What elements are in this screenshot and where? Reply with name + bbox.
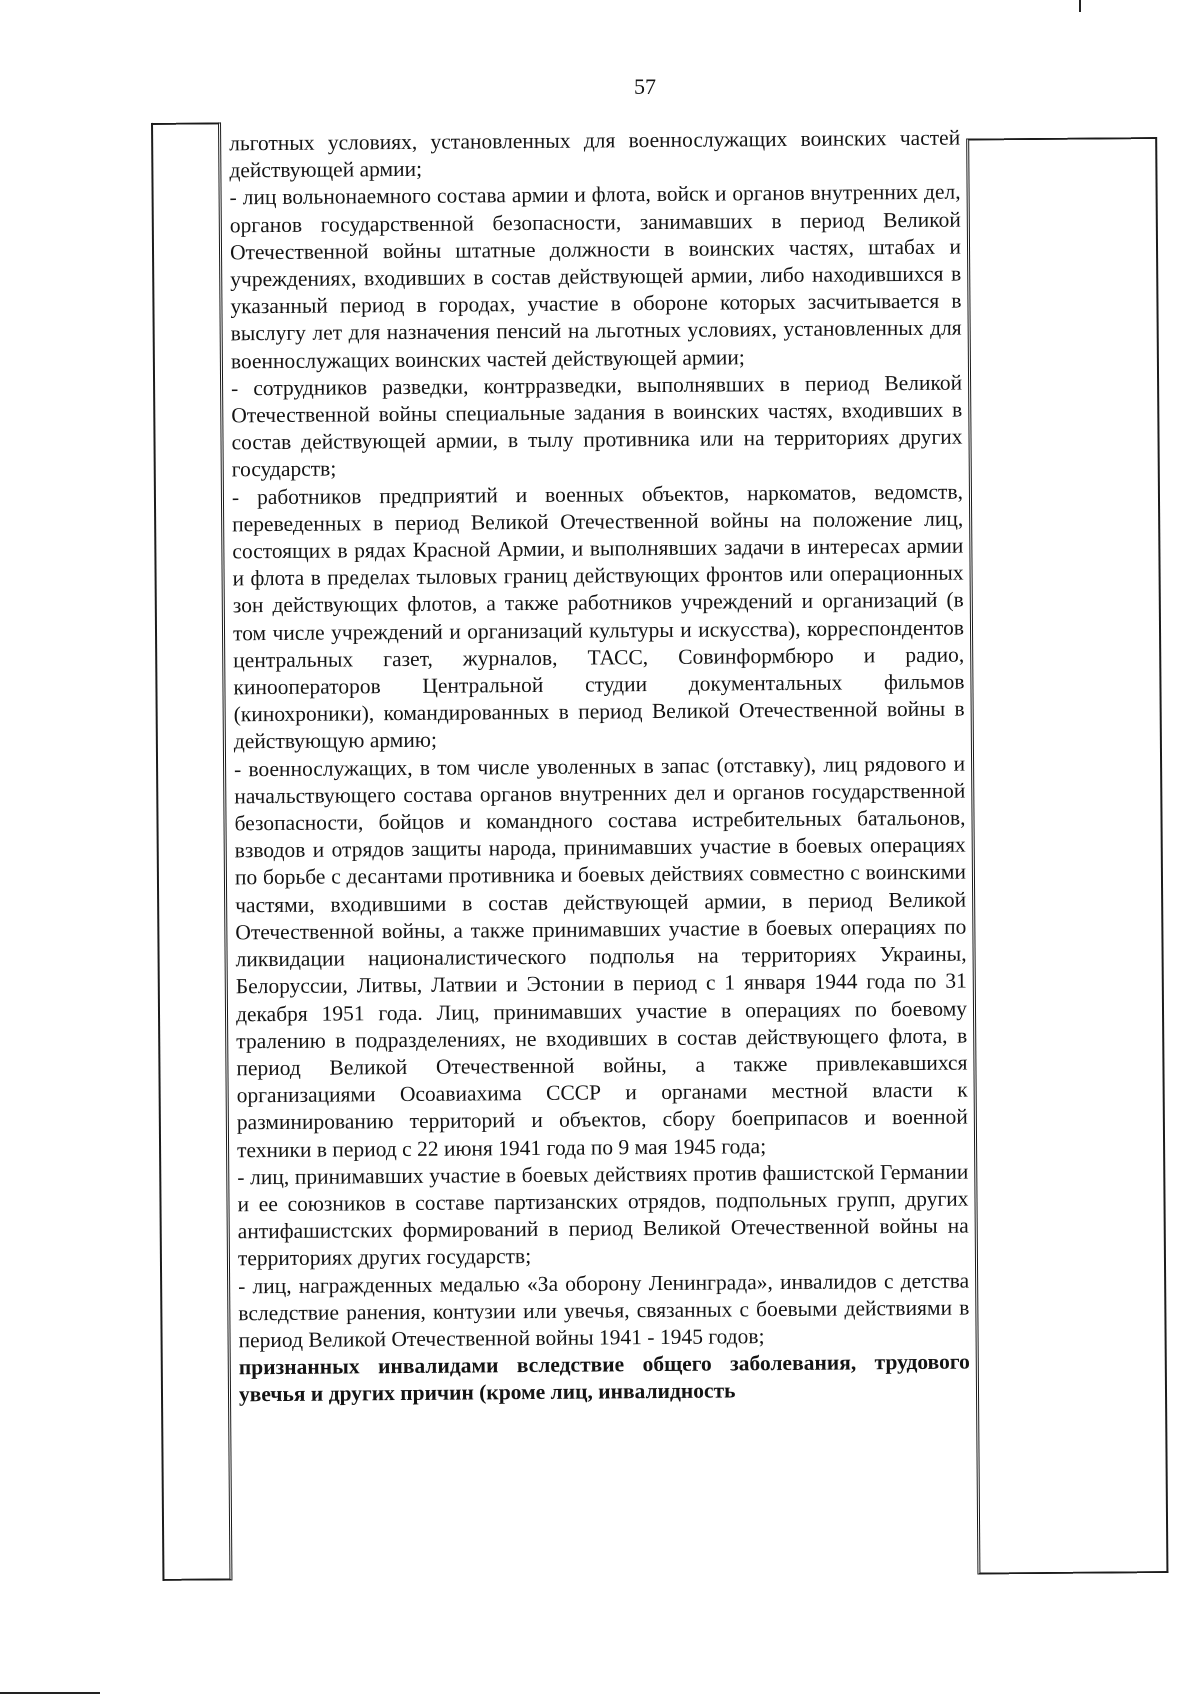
table-text-column [223, 125, 975, 1581]
text-paragraph: - сотрудников разведки, контрразведки, выполнявших в период Великой Отечественной войны специальные задания в воинских частях, входивших в состав действующей армии, в тылу противника или на территориях других государств; [231, 370, 963, 482]
text-paragraph: льготных условиях, установленных для военнослужащих воинских частей действующей армии; [229, 125, 961, 183]
scan-mark-bottom [0, 1692, 100, 1694]
document-table [151, 115, 1168, 1581]
table-right-column [966, 137, 1168, 1574]
bold-text-paragraph: признанных инвалидами вследствие общего заболевания, трудового увечья и других причин (кроме лиц, инвалидность [238, 1349, 970, 1407]
text-paragraph: - военнослужащих, в том числе уволенных в запас (отставку), лиц рядового и начальствующего состава органов внутренних дел и органов государственной безопасности, бойцов и командного состава истребительных батальонов, взводов и отрядов защиты народа, принимавших участие в боевых операциях по борьбе с десантами противника и боевых действиях совместно с воинскими частями, входившими в состав действующей армии, в период Великой Отечественной войны, а также принимавших участие в боевых операциях по ликвидации националистического подполья на территориях Украины, Белоруссии, Литвы, Латвии и Эстонии в период с 1 января 1944 года по 31 декабря 1951 года. Лиц, принимавших участие в операциях по боевому тралению в подразделениях, не входивших в состав действующего флота, в период Великой Отечественной войны, а также привлекавшихся организациями Осоавиахима СССР и органами местной власти к разминированию территорий и объектов, сбору боеприпасов и военной техники в период с 22 июня 1941 года по 9 мая 1945 года; [233, 751, 968, 1162]
text-paragraph: - лиц, награжденных медалью «За оборону Ленинграда», инвалидов с детства вследствие ранения, контузии или увечья, связанных с боевыми действиями в период Великой Отечественной войны 1941 - 1945 годов; [238, 1268, 970, 1353]
text-paragraph: - работников предприятий и военных объектов, наркоматов, ведомств, переведенных в период Великой Отечественной войны на положение лиц, состоящих в рядах Красной Армии, и выполнявших задачи в интересах армии и флота в пределах тыловых границ действующих фронтов или операционных зон действующих флотов, а также работников учреждений и организаций (в том числе учреждений и организаций культуры и искусства), корреспондентов центральных газет, журналов, ТАСС, Совинформбюро и радио, кинооператоров Центральной студии документальных фильмов (кинохроники), командированных в период Великой Отечественной войны в действующую армию; [231, 479, 965, 754]
text-paragraph: - лиц вольнонаемного состава армии и флота, войск и органов внутренних дел, органов государственной безопасности, занимавших в период Великой Отечественной войны штатные должности в воинских частях, штабах и учреждениях, входивших в состав действующей армии, либо находившихся в указанный период в городах, участие в обороне которых засчитывается в выслугу лет для назначения пенсий на льготных условиях, установленных для военнослужащих воинских частей действующей армии; [229, 180, 962, 373]
table-left-column [151, 122, 232, 1581]
scan-mark-top [1079, 0, 1081, 12]
page-number: 57 [634, 74, 656, 99]
text-paragraph: - лиц, принимавших участие в боевых действиях против фашистской Германии и ее союзников в составе партизанских отрядов, подпольных групп, других антифашистских формирований в период Великой Отечественной войны на территориях других государств; [237, 1159, 969, 1271]
